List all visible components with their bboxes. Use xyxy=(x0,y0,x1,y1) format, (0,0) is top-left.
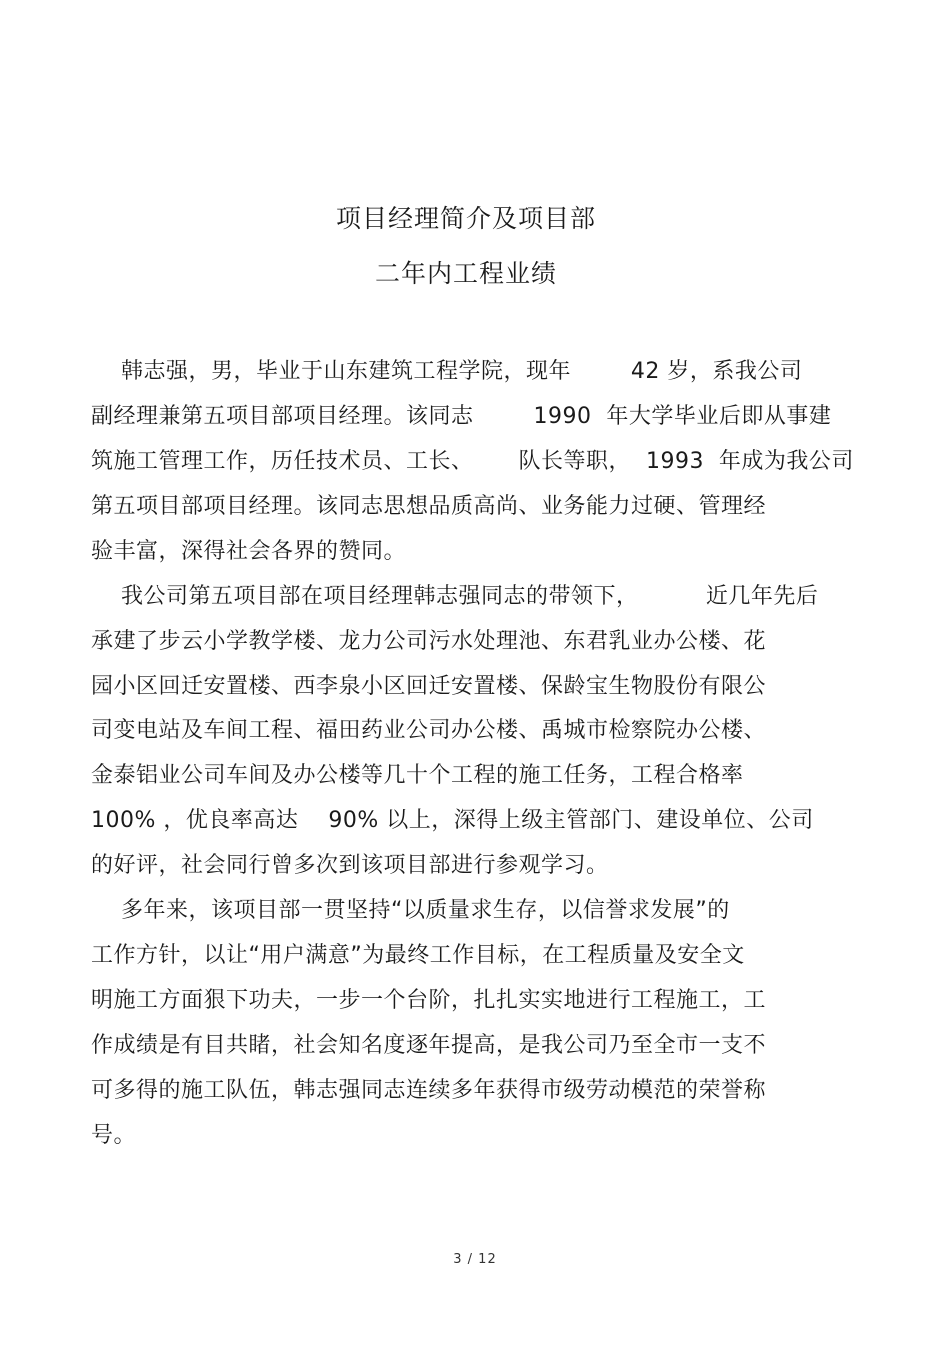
page-number: 3 / 12 xyxy=(453,1252,497,1267)
body-line: 作成绩是有目共睹，社会知名度逐年提高，是我公司乃至全市一支不 xyxy=(91,1033,767,1058)
body-line: 可多得的施工队伍，韩志强同志连续多年获得市级劳动模范的荣誉称 xyxy=(91,1078,767,1103)
body-line: 第五项目部项目经理。该同志思想品质高尚、业务能力过硬、管理经 xyxy=(91,494,767,519)
body-line: 100% ，优良率高达 90% 以上，深得上级主管部门、建设单位、公司 xyxy=(91,808,814,833)
body-line: 金泰铝业公司车间及办公楼等几十个工程的施工任务，工程合格率 xyxy=(91,763,744,788)
body-line: 号。 xyxy=(91,1123,137,1148)
body-line: 筑施工管理工作，历任技术员、工长、 队长等职， 1993 年成为我公司 xyxy=(91,449,854,474)
body-line: 韩志强，男，毕业于山东建筑工程学院，现年 42 岁，系我公司 xyxy=(91,359,803,384)
body-line: 承建了步云小学教学楼、龙力公司污水处理池、东君乳业办公楼、花 xyxy=(91,629,767,654)
title-line-1: 项目经理简介及项目部 xyxy=(335,204,596,233)
body-line: 副经理兼第五项目部项目经理。该同志 1990 年大学毕业后即从事建 xyxy=(91,404,832,429)
body-line: 园小区回迁安置楼、西李泉小区回迁安置楼、保龄宝生物股份有限公 xyxy=(91,674,767,699)
title-line-2: 二年内工程业绩 xyxy=(374,259,557,288)
body-line: 我公司第五项目部在项目经理韩志强同志的带领下， 近几年先后 xyxy=(91,584,819,609)
body-line: 验丰富，深得社会各界的赞同。 xyxy=(91,539,407,564)
body-line: 多年来，该项目部一贯坚持“以质量求生存，以信誉求发展”的 xyxy=(91,898,730,923)
body-line: 的好评，社会同行曾多次到该项目部进行参观学习。 xyxy=(91,853,609,878)
body-line: 明施工方面狠下功夫，一步一个台阶，扎扎实实地进行工程施工，工 xyxy=(91,988,767,1013)
body-line: 工作方针，以让“用户满意”为最终工作目标，在工程质量及安全文 xyxy=(91,943,745,968)
body-line: 司变电站及车间工程、福田药业公司办公楼、禹城市检察院办公楼、 xyxy=(91,718,767,743)
